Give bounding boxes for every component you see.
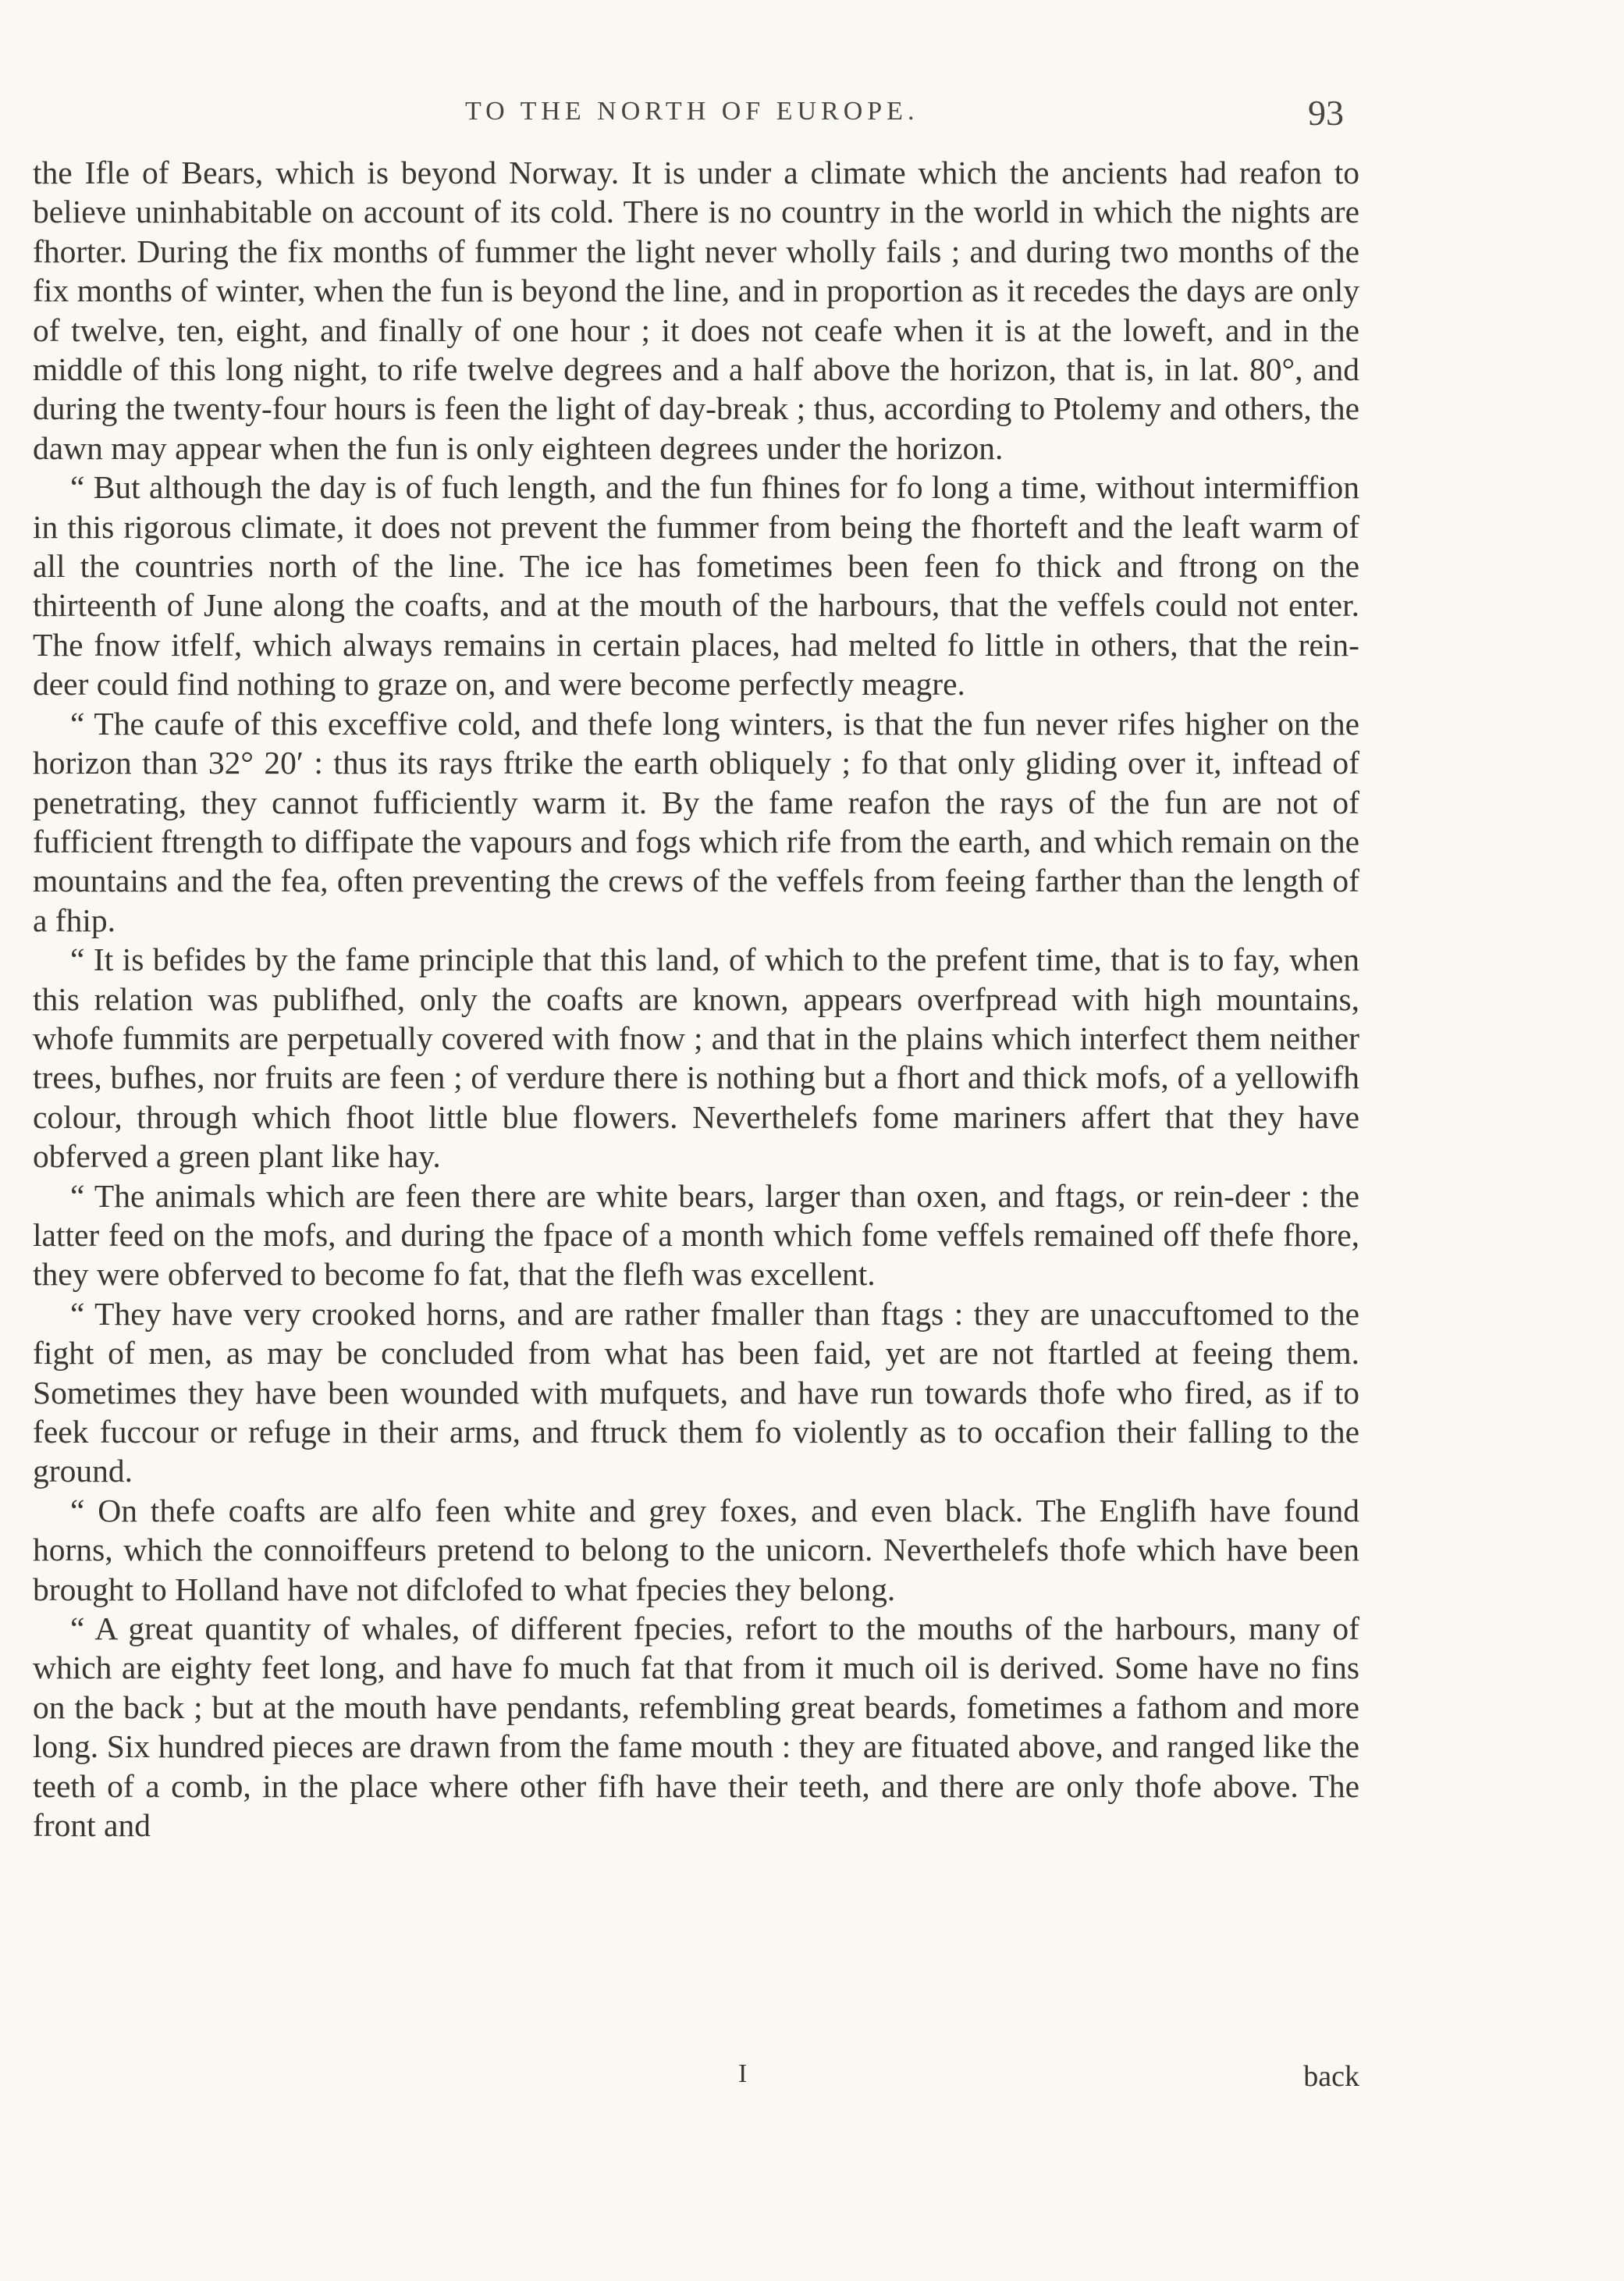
signature-mark: I bbox=[738, 2059, 748, 2088]
paragraph-isle-of-bears: the Ifle of Bears, which is beyond Norway. It is under a climate which the ancients had reafon to believe uninhabitable on account of its cold. There is no country in the world in which the nights are fhorter. During the fix months of fummer the light never wholly fails ; and during two months of the fix months of winter, when the fun is beyond the line, and in proportion as it recedes the days are only of twelve, ten, eight, and finally of one hour ; it does not ceafe when it is at the loweft, and in the middle of this long night, to rife twelve degrees and a half above the horizon, that is, in lat. 80°, and during the twenty-four hours is feen the light of day-break ; thus, according to Ptolemy and others, the dawn may appear when the fun is only eighteen degrees under the horizon. bbox=[33, 155, 1359, 466]
page-number: 93 bbox=[1308, 93, 1344, 133]
body-text bbox=[33, 153, 1359, 1845]
running-title: TO THE NORTH OF EUROPE. bbox=[465, 97, 919, 126]
paragraph-animals: “ The animals which are feen there are white bears, larger than oxen, and ftags, or rein-deer : the latter feed on the mofs, and during the fpace of a month which fome veffels remained off thefe fhore, they were obferved to become fo fat, that the flefh was excellent. bbox=[33, 1177, 1359, 1293]
paragraph-whales: “ A great quantity of whales, of different fpecies, refort to the mouths of the harbours, many of which are eighty feet long, and have fo much fat that from it much oil is derived. Some have no fins on the back ; but at the mouth have pendants, refembling great beards, fometimes a fathom and more long. Six hundred pieces are drawn from the fame mouth : they are fituated above, and ranged like the teeth of a comb, in the place where other fifh have their teeth, and there are only thofe above. The front and bbox=[33, 1610, 1359, 1844]
paragraph-foxes: “ On thefe coafts are alfo feen white and grey foxes, and even black. The Englifh have found horns, which the connoiffeurs pretend to belong to the unicorn. Neverthelefs thofe which have been brought to Holland have not difclofed to what fpecies they belong. bbox=[33, 1492, 1359, 1607]
running-head bbox=[31, 92, 1358, 139]
paragraph-short-summer: “ But although the day is of fuch length, and the fun fhines for fo long a time, without intermiffion in this rigorous climate, it does not prevent the fummer from being the fhorteft and the leaft warm of all the countries north of the line. The ice has fometimes been feen fo thick and ftrong on the thirteenth of June along the coafts, and at the mouth of the harbours, that the veffels could not enter. The fnow itfelf, which always remains in certain places, had melted fo little in others, that the rein-deer could find nothing to graze on, and were become perfectly meagre. bbox=[33, 469, 1359, 703]
catch-line bbox=[33, 2059, 1359, 2100]
paragraph-mountains-and-moss: “ It is befides by the fame principle that this land, of which to the prefent time, that is to fay, when this relation was publifhed, only the coafts are known, appears overfpread with high mountains, whofe fummits are perpetually covered with fnow ; and that in the plains which interfect them neither trees, bufhes, nor fruits are feen ; of verdure there is nothing but a fhort and thick mofs, of a yellowifh colour, through which fhoot little blue flowers. Neverthelefs fome mariners affert that they have obferved a green plant like hay. bbox=[33, 941, 1359, 1175]
paragraph-cause-of-cold: “ The caufe of this exceffive cold, and thefe long winters, is that the fun never rifes higher on the horizon than 32° 20′ : thus its rays ftrike the earth obliquely ; fo that only gliding over it, inftead of penetrating, they cannot fufficiently warm it. By the fame reafon the rays of the fun are not of fufficient ftrength to diffipate the vapours and fogs which rife from the earth, and which remain on the mountains and the fea, often preventing the crews of the veffels from feeing farther than the length of a fhip. bbox=[33, 705, 1359, 938]
paragraph-rein-deer: “ They have very crooked horns, and are rather fmaller than ftags : they are unaccuftomed to the fight of men, as may be concluded from what has been faid, yet are not ftartled at feeing them. Sometimes they have been wounded with mufquets, and have run towards thofe who fired, as if to feek fuccour or refuge in their arms, and ftruck them fo violently as to occafion their falling to the ground. bbox=[33, 1295, 1359, 1489]
catchword: back bbox=[1303, 2060, 1359, 2093]
